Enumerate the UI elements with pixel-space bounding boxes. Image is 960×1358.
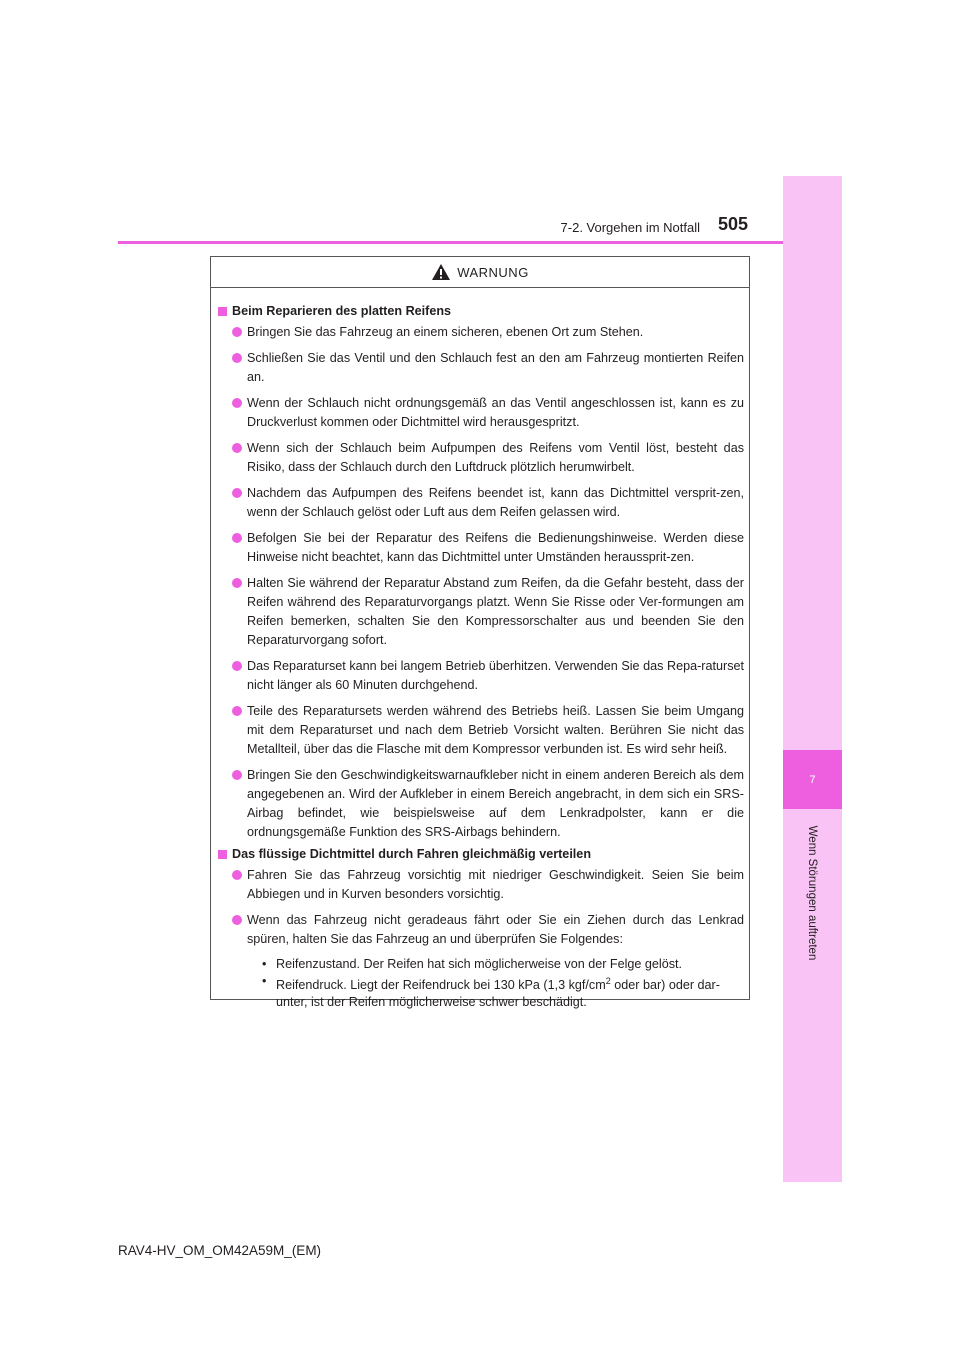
sub-text-part: Reifendruck. Liegt der Reifendruck bei 130 kPa (1,3 kgf/cm — [276, 978, 606, 993]
list-item-text: Wenn das Fahrzeug nicht geradeaus fährt oder Sie ein Ziehen durch das Lenkrad spüren, halten Sie das Fahrzeug an und überprüfen Sie Folgendes: — [247, 913, 744, 946]
bullet-dot-icon — [232, 578, 242, 588]
list-item — [218, 574, 744, 650]
list-item — [218, 323, 744, 342]
list-item — [218, 484, 744, 522]
warning-body — [211, 288, 749, 1011]
sub-list-item — [218, 973, 744, 1011]
sub-bullet: • — [262, 974, 267, 988]
list-item — [218, 911, 744, 949]
superscript: 2 — [605, 976, 611, 986]
bullet-dot-icon — [232, 770, 242, 780]
section-heading — [218, 845, 744, 864]
list-item-text: Wenn der Schlauch nicht ordnungsgemäß an das Ventil angeschlossen ist, kann es zu Druckverlust kommen oder Dichtmittel wird herausgespritzt. — [247, 396, 744, 429]
bullet-dot-icon — [232, 353, 242, 363]
bullet-dot-icon — [232, 706, 242, 716]
chapter-side-tab — [783, 176, 842, 1182]
section-title: 7-2. Vorgehen im Notfall — [560, 220, 700, 235]
section-heading — [218, 302, 744, 321]
sub-list-item-text — [276, 973, 744, 1011]
page-number: 505 — [718, 214, 749, 234]
list-item-text: Bringen Sie das Fahrzeug an einem sicheren, ebenen Ort zum Stehen. — [247, 325, 644, 339]
bullet-dot-icon — [232, 398, 242, 408]
list-item — [218, 394, 744, 432]
list-item — [218, 866, 744, 904]
square-bullet-icon — [218, 850, 227, 859]
warning-triangle-icon — [431, 263, 451, 281]
bullet-dot-icon — [232, 915, 242, 925]
sub-text-part: oder bar) oder dar-unter, ist der Reifen möglicherweise schwer beschädigt. — [276, 978, 720, 1010]
list-item-text: Schließen Sie das Ventil und den Schlauch fest an den am Fahrzeug montierten Reifen an. — [247, 351, 744, 384]
section-heading-text: Das flüssige Dichtmittel durch Fahren gleichmäßig verteilen — [232, 847, 592, 861]
sub-list-item — [218, 956, 744, 973]
header-rule — [118, 241, 783, 244]
bullet-dot-icon — [232, 443, 242, 453]
square-bullet-icon — [218, 307, 227, 316]
list-item-text: Halten Sie während der Reparatur Abstand zum Reifen, da die Gefahr besteht, dass der Reifen während des Reparaturvorgangs platzt. Wenn Sie Risse oder Ver-formungen am Reifen bemerken, schalten Sie den Kompressorschalter aus und beenden Sie den Reparaturvorgang sofort. — [247, 576, 744, 647]
list-item-text: Teile des Reparatursets werden während des Betriebs heiß. Lassen Sie beim Umgang mit dem Reparaturset und nach dem Betrieb Vorsicht walten. Berühren Sie nicht das Metallteil, über das die Flasche mit dem Kompressor verbunden ist. Es wird sehr heiß. — [247, 704, 744, 756]
warning-box — [210, 256, 750, 1010]
list-item — [218, 657, 744, 695]
section-heading-text: Beim Reparieren des platten Reifens — [232, 304, 452, 318]
chapter-title: Wenn Störungen auftreten — [806, 825, 818, 961]
list-item — [218, 766, 744, 842]
chapter-number: 7 — [809, 773, 816, 786]
list-item — [218, 529, 744, 567]
list-item-text: Wenn sich der Schlauch beim Aufpumpen des Reifens vom Ventil löst, besteht das Risiko, dass der Schlauch durch den Luftdruck plötzlich herumwirbelt. — [247, 441, 744, 474]
list-item — [218, 439, 744, 477]
list-item-text: Bringen Sie den Geschwindigkeitswarnaufkleber nicht in einem anderen Bereich als dem angegebenen an. Wird der Aufkleber in einem Bereich angebracht, in dem sich ein SRS-Airbag befindet, wie beispielsweise auf dem Lenkradpolster, kann er die ordnungsgemäße Funktion des SRS-Airbags behindern. — [247, 768, 744, 839]
bullet-dot-icon — [232, 661, 242, 671]
list-item — [218, 349, 744, 387]
chapter-number-box — [783, 750, 842, 809]
warning-title: WARNUNG — [457, 264, 529, 280]
list-item — [218, 702, 744, 759]
list-item-text: Das Reparaturset kann bei langem Betrieb überhitzen. Verwenden Sie das Repa-raturset nicht länger als 60 Minuten durchgehend. — [247, 659, 744, 692]
list-item-text: Fahren Sie das Fahrzeug vorsichtig mit niedriger Geschwindigkeit. Seien Sie beim Abbiegen und in Kurven besonders vorsichtig. — [247, 868, 744, 901]
list-item-text: Befolgen Sie bei der Reparatur des Reifens die Bedienungshinweise. Werden diese Hinweise nicht beachtet, kann das Dichtmittel unter Umständen heraussprit-zen. — [247, 531, 744, 564]
sub-bullet: • — [262, 957, 267, 971]
bullet-dot-icon — [232, 870, 242, 880]
document-code: RAV4-HV_OM_OM42A59M_(EM) — [118, 1243, 322, 1258]
sub-list-item-text: Reifenzustand. Der Reifen hat sich möglicherweise von der Felge gelöst. — [276, 957, 683, 971]
bullet-dot-icon — [232, 533, 242, 543]
list-item-text: Nachdem das Aufpumpen des Reifens beendet ist, kann das Dichtmittel versprit-zen, wenn der Schlauch gelöst oder Luft aus dem Reifen gelassen wird. — [247, 486, 744, 519]
bullet-dot-icon — [232, 327, 242, 337]
warning-header — [211, 257, 749, 288]
bullet-dot-icon — [232, 488, 242, 498]
